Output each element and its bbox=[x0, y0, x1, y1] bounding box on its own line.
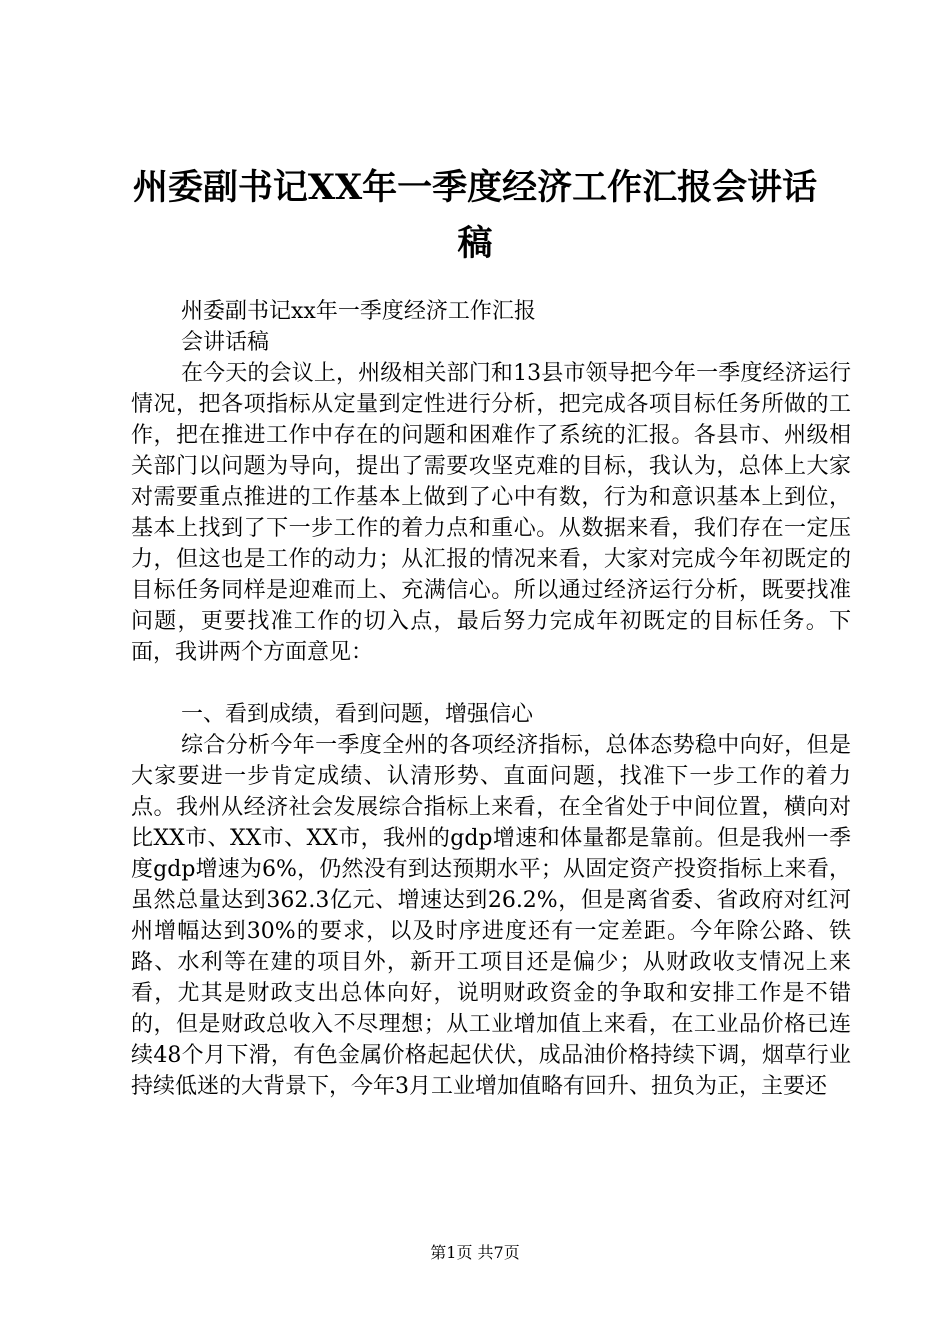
paragraph-spacer bbox=[131, 668, 851, 699]
subtitle-line-2: 会讲话稿 bbox=[181, 330, 270, 355]
document-title: 州委副书记XX年一季度经济工作汇报会讲话稿 bbox=[132, 167, 818, 264]
document-body bbox=[131, 296, 851, 1102]
subtitle-line-1: 州委副书记xx年一季度经济工作汇报 bbox=[181, 299, 536, 324]
page-number-footer: 第1页 共7页 bbox=[430, 1243, 520, 1262]
intro-paragraph: 在今天的会议上，州级相关部门和13县市领导把今年一季度经济运行情况，把各项指标从定量到定性进行分析，把完成各项目标任务所做的工作，把在推进工作中存在的问题和困难作了系统的汇报。各县市、州级相关部门以问题为导向，提出了需要攻坚克难的目标，我认为，总体上大家对需要重点推进的工作基本上做到了心中有数，行为和意识基本上到位，基本上找到了下一步工作的着力点和重心。从数据来看，我们存在一定压力，但这也是工作的动力；从汇报的情况来看，大家对完成今年初既定的目标任务同样是迎难而上、充满信心。所以通过经济运行分析，既要找准问题，更要找准工作的切入点，最后努力完成年初既定的目标任务。下面，我讲两个方面意见： bbox=[131, 361, 851, 665]
section-paragraph: 综合分析今年一季度全州的各项经济指标，总体态势稳中向好，但是大家要进一步肯定成绩、认清形势、直面问题，找准下一步工作的着力点。我州从经济社会发展综合指标上来看，在全省处于中间位置，横向对比XX市、XX市、XX市，我州的gdp增速和体量都是靠前。但是我州一季度gdp增速为6%，仍然没有到达预期水平；从固定资产投资指标上来看，虽然总量达到362.3亿元、增速达到26.2%，但是离省委、省政府对红河州增幅达到30%的要求，以及时序进度还有一定差距。今年除公路、铁路、水利等在建的项目外，新开工项目还是偏少；从财政收支情况上来看，尤其是财政支出总体向好，说明财政资金的争取和安排工作是不错的，但是财政总收入不尽理想；从工业增加值上来看，在工业品价格已连续48个月下滑，有色金属价格起起伏伏，成品油价格持续下调，烟草行业持续低迷的大背景下，今年3月工业增加值略有回升、扭负为正，主要还 bbox=[131, 733, 851, 1099]
section-heading: 一、看到成绩，看到问题，增强信心 bbox=[181, 702, 534, 727]
